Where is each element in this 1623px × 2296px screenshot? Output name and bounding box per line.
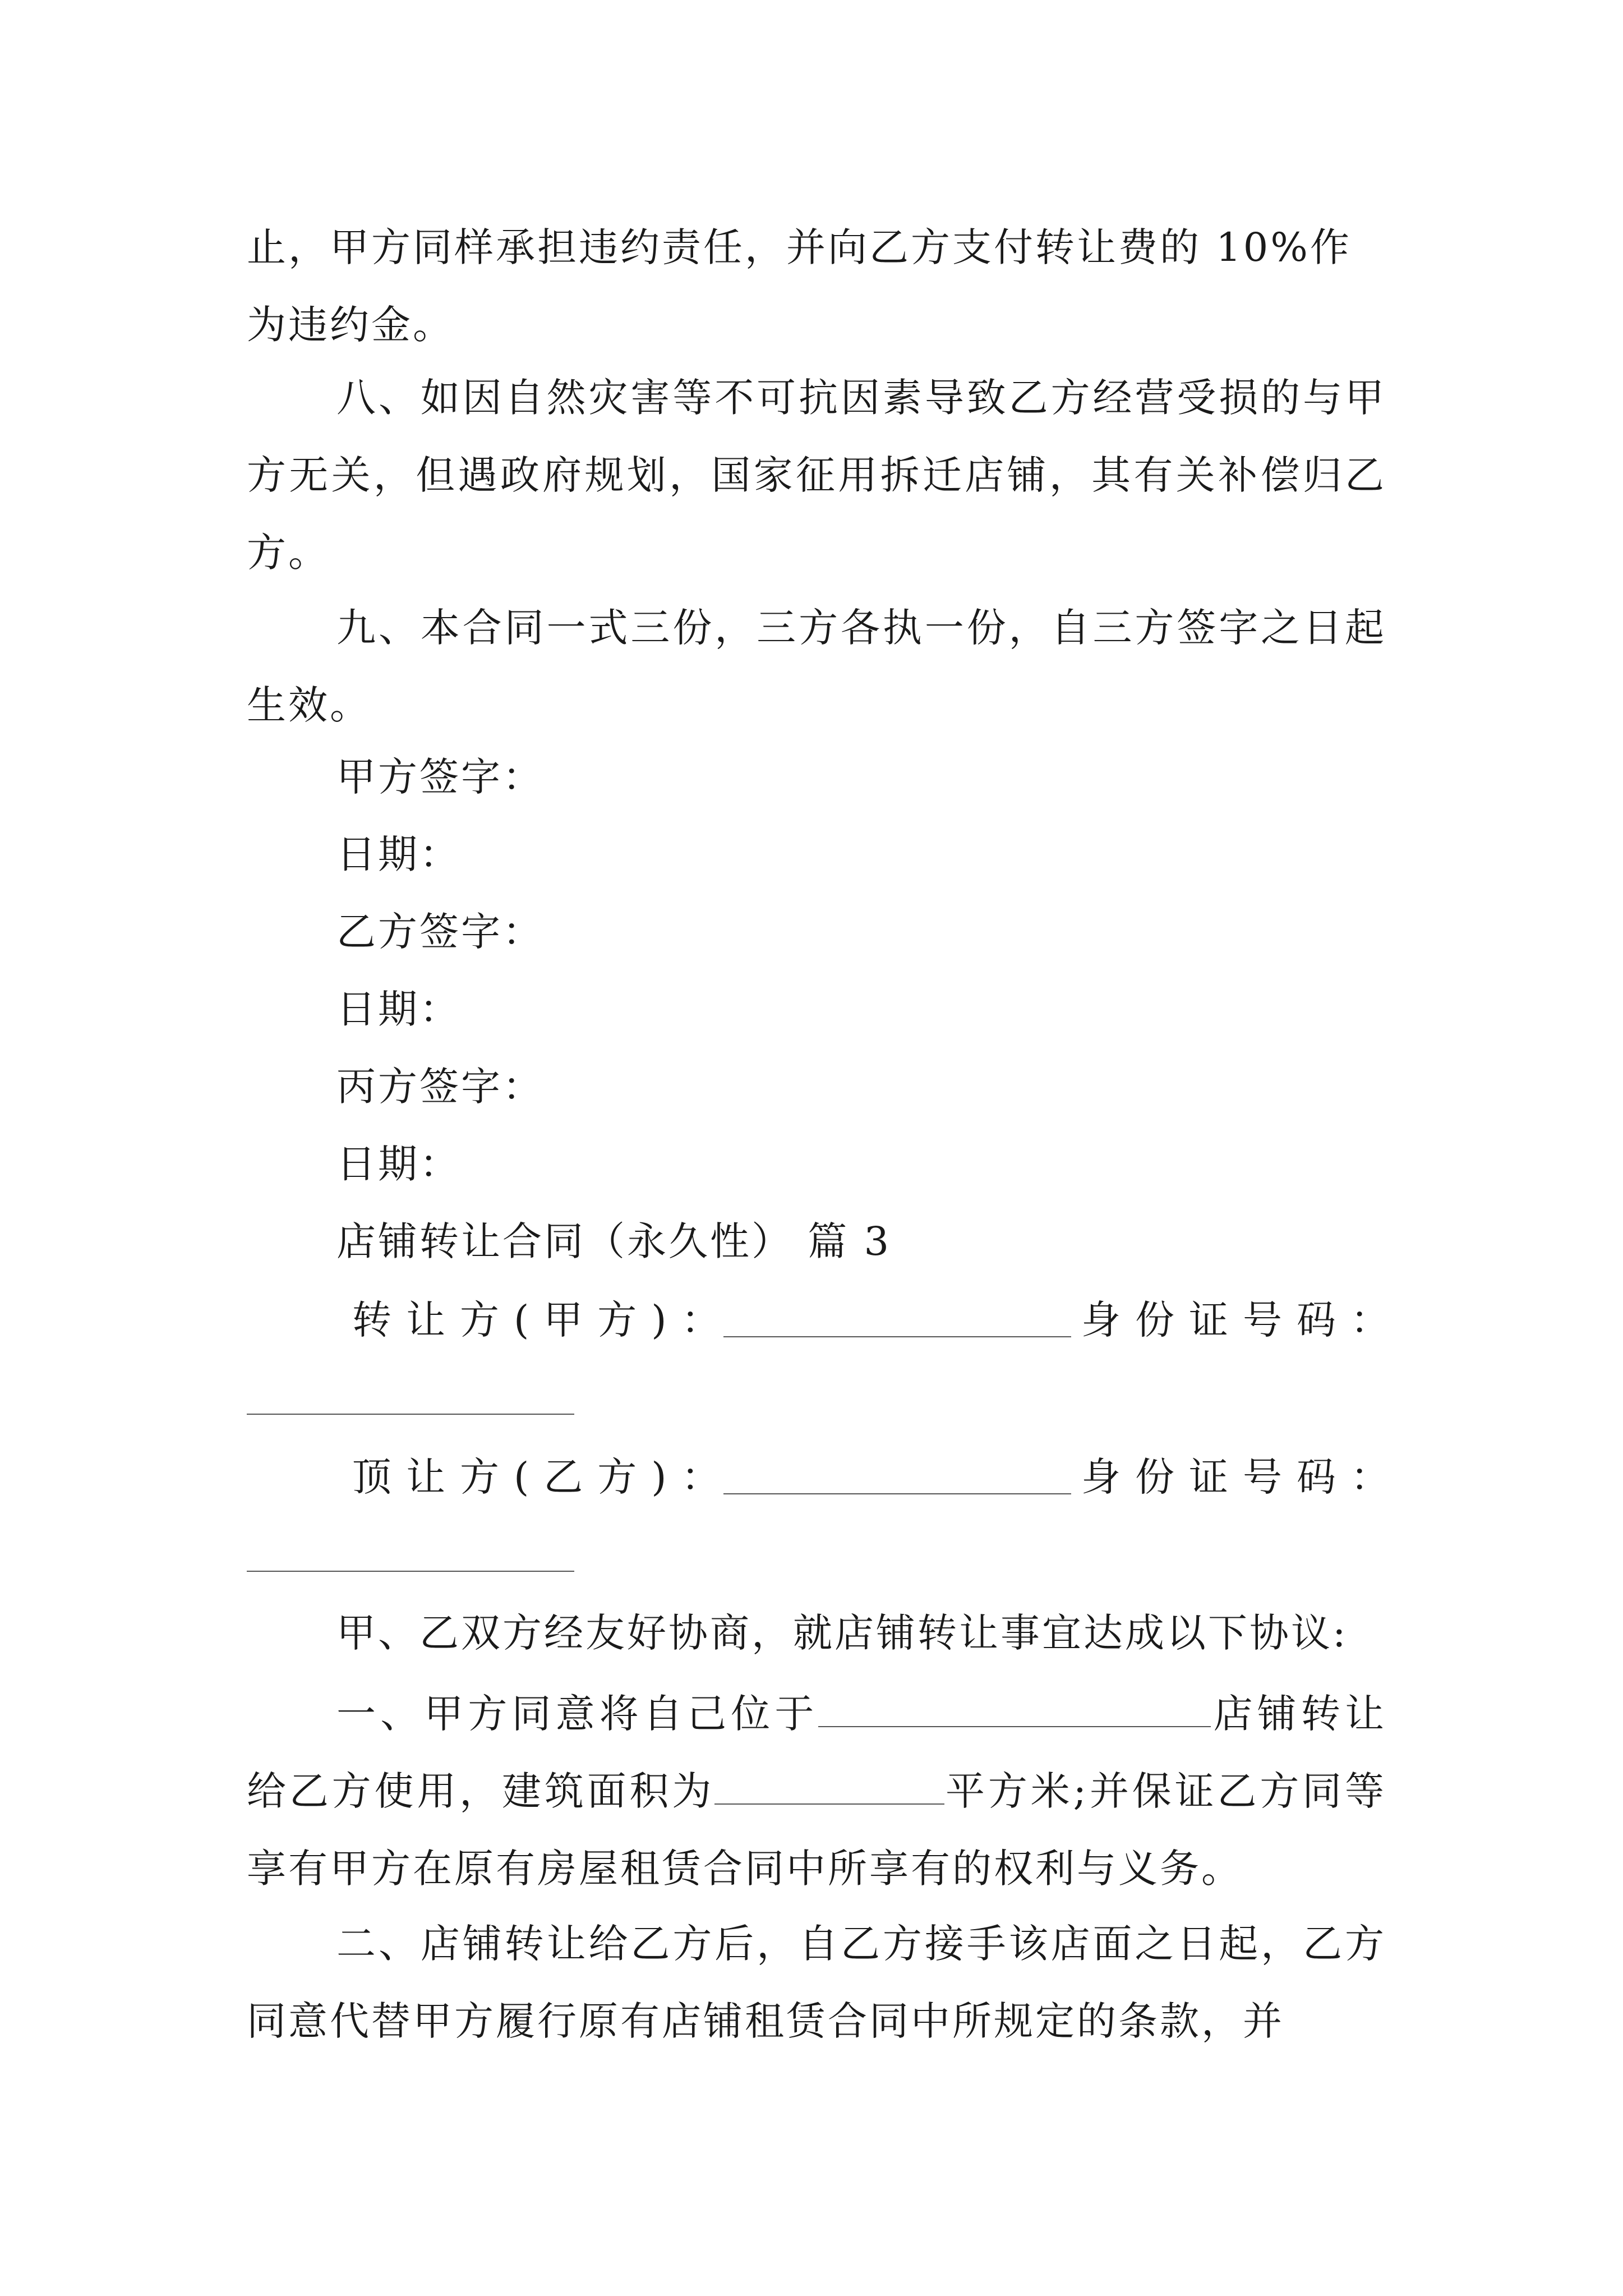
shop-location-blank (818, 1691, 1211, 1727)
id-number-label: 身份证号码： (1081, 1454, 1404, 1500)
party-b-signature-label: 乙方签字： (336, 909, 544, 955)
clause-1 (247, 1675, 1386, 1907)
clause-8: 八、如因自然灾害等不可抗因素导致乙方经营受损的与甲方无关，但遇政府规划，国家征用拆迁店铺，其有关补偿归乙方。 (247, 375, 1386, 576)
party-a-signature-label: 甲方签字： (336, 754, 544, 800)
section-title: 店铺转让合同（永久性） 篇 3 (336, 1218, 892, 1264)
clause-1-text: 平方米;并保证乙方同等享有甲方在原有房屋租赁合同中所享有的权利与义务。 (247, 1768, 1386, 1892)
clause-1-text: 一、甲方同意将自己位于 (336, 1691, 819, 1737)
transferor-id-blank (247, 1414, 574, 1415)
transferee-label: 顶让方(乙方)： (352, 1454, 735, 1500)
floor-area-blank (714, 1769, 944, 1805)
paragraph-line: 为违约金。 (247, 302, 454, 348)
party-c-date-label: 日期： (336, 1141, 461, 1187)
clause-1-text: 店铺转让给乙方使用，建筑面积为 (247, 1691, 1387, 1814)
paragraph-line: 止，甲方同样承担违约责任，并向乙方支付转让费的 10%作 (247, 224, 1352, 270)
transferor-name-blank (723, 1336, 1071, 1337)
clause-2: 二、店铺转让给乙方后，自乙方接手该店面之日起，乙方同意代替甲方履行原有店铺租赁合同中所规定的条款，并 (247, 1921, 1386, 2044)
agreement-intro: 甲、乙双方经友好协商，就店铺转让事宜达成以下协议: (336, 1610, 1348, 1656)
transferee-id-blank (247, 1571, 574, 1572)
party-c-signature-label: 丙方签字： (336, 1064, 544, 1110)
transferee-name-blank (723, 1493, 1071, 1494)
party-b-date-label: 日期： (336, 986, 461, 1032)
clause-9: 九、本合同一式三份，三方各执一份，自三方签字之日起生效。 (247, 605, 1386, 728)
transferor-label: 转让方(甲方)： (352, 1297, 735, 1343)
id-number-label: 身份证号码： (1081, 1297, 1404, 1343)
party-a-date-label: 日期： (336, 831, 461, 877)
